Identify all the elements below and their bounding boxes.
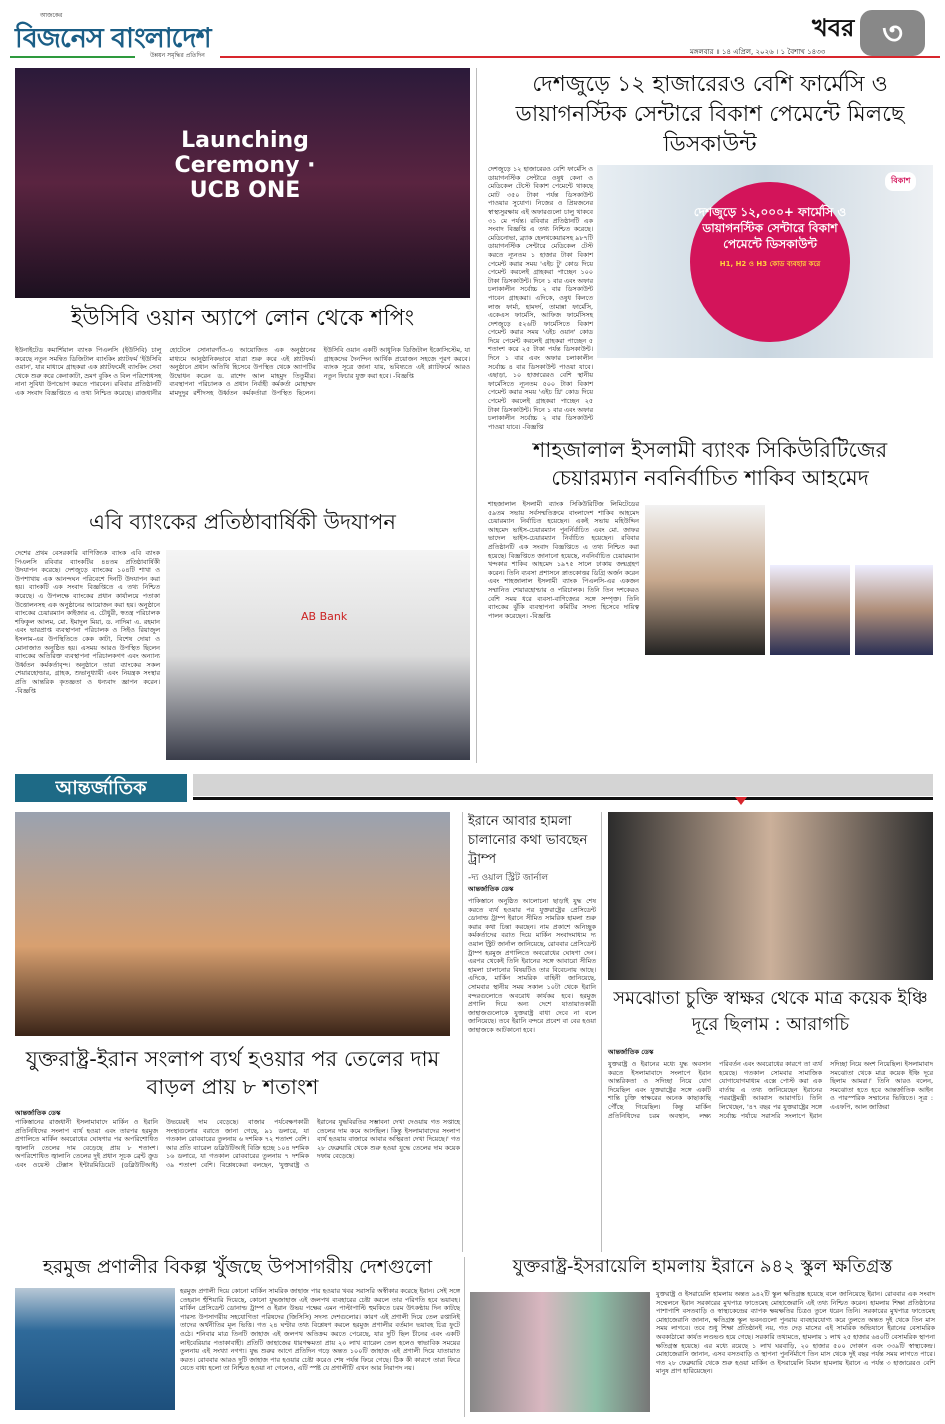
trump-source: -দ্য ওয়াল স্ট্রিট জার্নাল bbox=[468, 873, 549, 883]
bkash-ad-circle bbox=[690, 182, 850, 342]
section-bar bbox=[193, 774, 933, 796]
bkash-article-body: দেশজুড়ে ১২ হাজারেরও বেশি ফার্মেসি ও ডায়াগনস্টিক সেন্টারে ওষুধ কেনা ও মেডিকেল টেস্টে বিকাশ পেমেন্টে থাকছে মোট ৩৫০ টাকা পর্যন্ত ডিসকাউন্ট পাওয়ার সুযোগ। নিজের ও প্রিয়জনের স্বাস্থ্যসুরক্ষায় এই অফারগুলো চালু থাকবে ৩১ মে পর্যন্ত। রবিবার প্রতিষ্ঠানটি এক সংবাদ বিজ্ঞপ্তি এ তথ্য নিশ্চিত করেছে। মেডিনোভা, ব্র্যাক হেলথকেয়ারসহ ৯৮৭টি ডায়াগনস্টিক সেন্টারে মেডিকেল টেস্ট করতে ন্যূনতম ১ হাজার টাকা বিকাশ পেমেন্ট করার সময় 'এইচ টু' কোড দিয়ে পেমেন্ট করলেই গ্রাহকরা পাচ্ছেন ১০০ টাকা ডিসকাউন্ট। দিনে ১ বার এবং অফার চলাকালীন সর্বোচ্চ ২ বার ডিসকাউন্ট পাবেন গ্রাহকরা। এদিকে, ওষুধ কিনতে লাজ ফার্মা, হামদর্দ, তামান্না ফার্মেসি, একেএস ফার্মেসি, আফিজ ফার্মেসিসহ দেশজুড়ে ৫২৬টি ফার্মেসিতে বিকাশ পেমেন্ট করার সময় 'এইচ ওয়ান' কোড দিয়ে পেমেন্ট করলেই গ্রাহকরা পাচ্ছেন ৫ শতাংশ করে ২৫ টাকা পর্যন্ত ডিসকাউন্ট। দিনে ১ বার এবং অফার চলাকালীন সর্বোচ্চ ৪ বার ডিসকাউন্ট পাওয়া যাবে। এছাড়া, ১০ হাজারেরও বেশি স্থানীয় ফার্মেসিতে ন্যূনতম ৫০০ টাকা বিকাশ পেমেন্ট করার সময় 'এইচ থ্রি' কোড দিয়ে পেমেন্ট করলেই গ্রাহকরা পাচ্ছেন ২৫ টাকা ডিসকাউন্ট। দিনে ১ বার এবং অফার চলাকালীন সর্বোচ্চ ২ বার ডিসকাউন্ট পাওয়া যাবে। -বিজ্ঞপ্তি bbox=[488, 165, 593, 431]
photo-caption-text: Launching Ceremony · UCB ONE bbox=[174, 128, 316, 203]
chairman-portrait bbox=[645, 505, 765, 655]
section-title: খবর bbox=[812, 14, 855, 42]
damaged-school-photo bbox=[470, 1292, 650, 1412]
vice-chairman-portrait bbox=[770, 565, 850, 655]
ucb-headline: ইউসিবি ওয়ান অ্যাপে লোন থেকে শপিং bbox=[70, 306, 415, 331]
bkash-headline: দেশজুড়ে ১২ হাজারেরও বেশি ফার্মেসি ও ডায়াগনস্টিক সেন্টারে বিকাশ পেমেন্টে মিলছে ডিসকাউন্ট bbox=[515, 72, 905, 157]
schools-article-body: যুক্তরাষ্ট্র ও ইসরায়েলি হামলায় অন্তত ৯৪২টি স্কুল ক্ষতিগ্রস্ত হয়েছে বলে জানিয়েছে ইরান। রোববার এক সংবাদ সম্মেলনে ইরান সরকারের মুখপাত্র ফাতেমেহ মোহাজেরানি এই তথ্য নিশ্চিত করেন। হামলায় শিক্ষা প্রতিষ্ঠানের পাশাপাশি বসতবাড়ি ও স্বাস্থ্যকেন্দ্রের ব্যাপক ক্ষয়ক্ষতির চিত্রও তুলে ধরেন তিনি। সরকারের মুখপাত্র ফাতেমেহ মোহাজেরানি জানান, ক্ষতিগ্রস্ত স্কুল ভবনগুলো পুনরায় ব্যবহারযোগ্য করে তুলতে অন্তত দুই থেকে তিন মাস সময় লাগবে। তবে শুধু শিক্ষা প্রতিষ্ঠানই নয়, গত দেড় মাসের এই সামরিক অভিযানে ইরানের বেসামরিক অবকাঠামো কার্যত লণ্ডভণ্ড হয়ে গেছে। সরকারি তথ্যমতে, হামলায় ১ লাখ ২৫ হাজার ৬৪০টি বেসামরিক স্থাপনা ক্ষতিগ্রস্ত হয়েছে। এর মধ্যে রয়েছে ১ লাখ ঘরবাড়ি, ২০ হাজার ৫০০ দোকান এবং ৩৩৯টি স্বাস্থ্যকেন্দ্র। মোহাজেরানি জানান, এসব বসতবাড়ি ও স্থাপনা পুনর্নির্মাণে তিন মাস থেকে দুই বছর পর্যন্ত সময় লাগতে পারে। গত ২৮ ফেব্রুয়ারি থেকে শুরু হওয়া মার্কিন ও ইসরায়েলি বিমান হামলায় ইরানে এ পর্যন্ত ৩ হাজারেরও বেশি মানুষ প্রাণ হারিয়েছেন। bbox=[656, 1290, 935, 1376]
issue-date: মঙ্গলবার ॥ ১৪ এপ্রিল, ২০২৬ । ১ বৈশাখ ১৪৩৩ bbox=[690, 48, 826, 56]
section-marker bbox=[735, 797, 747, 805]
araghchi-photo bbox=[608, 812, 933, 980]
shahjalal-article-body: শাহজালাল ইসলামী ব্যাংক সিকিউরিটিজ লিমিটেডের ৫৯তম সভায় সর্বসম্মতিক্রমে বাংলাদেশ শাকিব আহমেদ চেয়ারম্যান নির্বাচিত হয়েছেন। একই সভায় মহিউদ্দিন আহমেদ ভাইস-চেয়ারম্যান পুনর্নির্বাচিত এবং মো. জাফর ভাদেল ভাইস-চেয়ারম্যান নির্বাচিত হয়েছেন। রবিবার প্রতিষ্ঠানটি এক সংবাদ বিজ্ঞপ্তিতে এ তথ্য নিশ্চিত করা হয়েছে। বিজ্ঞপ্তিতে জানানো হয়েছে, নবনির্বাচিত চেয়ারম্যান খন্দকার শাকিব আহমেদ ১৯৭৫ সালে ঢাকায় জন্মগ্রহণ করেন। তিনি ব্যবসা প্রশাসনে স্নাতকোত্তর ডিগ্রি অর্জন করেন এবং শাহজালাল ইসলামী ব্যাংক পিএলসি-এর একজন সম্মানিত শেয়ারহোল্ডার ও পরিচালক। তিনি তিন দশকেরও বেশি সময় ধরে ব্যবসা-বাণিজ্যের সঙ্গে সম্পৃক্ত। তিনি ব্যাংকের ঝুঁকি ব্যবস্থাপনা কমিটির সদস্য হিসেবে দায়িত্ব পালন করেছেন। -বিজ্ঞপ্তি bbox=[488, 500, 639, 620]
hormuz-headline: হরমুজ প্রণালীর বিকল্প খুঁজছে উপসাগরীয় দেশগুলো bbox=[42, 1256, 433, 1278]
ucb-launch-photo bbox=[15, 68, 470, 298]
schools-headline: যুক্তরাষ্ট্র-ইসরায়েলি হামলায় ইরানে ৯৪২ স্কুল ক্ষতিগ্রস্ত bbox=[512, 1256, 893, 1277]
oil-pumpjack-photo bbox=[15, 812, 450, 1036]
column-divider bbox=[601, 812, 602, 1252]
ad-codes: H1, H2 ও H3 কোড ব্যবহার করে bbox=[719, 260, 821, 268]
ab-anniversary-photo bbox=[166, 550, 470, 760]
oil-headline: যুক্তরাষ্ট্র-ইরান সংলাপ ব্যর্থ হওয়ার পর তেলের দাম বাড়ল প্রায় ৮ শতাংশ bbox=[25, 1047, 440, 1099]
column-divider bbox=[476, 68, 477, 763]
column-divider bbox=[462, 812, 463, 1252]
masthead-rule-green bbox=[10, 56, 135, 58]
shahjalal-headline: শাহজালাল ইসলামী ব্যাংক সিকিউরিটিজের চেয়ারম্যান নবনির্বাচিত শাকিব আহমেদ bbox=[532, 438, 888, 490]
araghchi-headline: সমঝোতা চুক্তি স্বাক্ষর থেকে মাত্র কয়েক ইঞ্চি দূরে ছিলাম : আরাগচি bbox=[613, 988, 928, 1035]
hormuz-article-body: হরমুজ প্রণালী দিয়ে কোনো মার্কিন সামরিক জাহাজ পার হওয়ার খবর সরাসরি অস্বীকার করেছে ইরান। সেই সঙ্গে তেহরান হুঁশিয়ারি দিয়েছে, কোনো যুদ্ধজাহাজ এই জলপথ ব্যবহারের চেষ্টা করলে তার পরিণতি হবে ভয়াবহ। মার্কিন প্রেসিডেন্ট ডোনাল্ড ট্রাম্প ও ইরান উভয় পক্ষের এমন পাল্টাপাল্টি হুমকিতে চরম উৎকণ্ঠায় দিন কাটছে পারস্য উপসাগরীয় সহযোগিতা পরিষদের (জিসিসি) সদস্য দেশগুলোর। কারণ এই প্রণালী দিয়ে তেল রপ্তানিই তাদের অর্থনীতির মূল ভিত্তি। গত ২৪ ঘণ্টার তথ্য বিশ্লেষণ করলে হরমুজ প্রণালীর বর্তমান ভয়াবহ চিত্র ফুটে ওঠে। শনিবার মাত্র তিনটি জাহাজ এই জলপথ অতিক্রম করতে পেরেছে, যার দুটি ছিল চীনের এবং একটি লাইবেরিয়ার পতাকাবাহী। প্রতিটি জাহাজের ধারণক্ষমতা প্রায় ২০ লাখ ব্যারেল তেল হলেও স্বাভাবিক সময়ের তুলনায় এই সংখ্যা নগণ্য। যুদ্ধ শুরুর আগে প্রতিদিন গড়ে অন্তত ১০০টি জাহাজ এই প্রণালী দিয়ে যাতায়াত করত। রোববার আরও দুটি জাহাজ পার হওয়ার চেষ্টা করেও শেষ পর্যন্ত ফিরে গেছে। ঠিক কী কারণে তারা ফিরে যেতে বাধ্য হলো তা নিশ্চিত হওয়া না গেলেও, এটি স্পষ্ট যে প্রণালীটি এখন আর নিরাপদ নয়। bbox=[180, 1287, 460, 1373]
bkash-article-continued bbox=[597, 362, 933, 418]
trump-desk: আন্তর্জাতিক ডেস্ক bbox=[468, 885, 514, 893]
column-divider bbox=[464, 1257, 465, 1417]
vice-chairman-portrait-2 bbox=[855, 565, 933, 655]
page-number: ৩ bbox=[860, 10, 925, 56]
hormuz-boat-photo bbox=[15, 1288, 175, 1410]
ad-text: দেশজুড়ে ১২,০০০+ ফার্মেসি ও ডায়াগনস্টিক সেন্টারে বিকাশ পেমেন্টে ডিসকাউন্ট bbox=[693, 205, 847, 251]
oil-desk: আন্তর্জাতিক ডেস্ক bbox=[15, 1109, 61, 1117]
masthead-rule-red bbox=[220, 56, 940, 58]
araghchi-article-body: যুক্তরাষ্ট্র ও ইরানের মধ্যে যুদ্ধ অবসান করতে ইসলামাবাদে সংলাপে ইরান আন্তরিকতা ও সদিচ্ছা নিয়ে যোগ দিয়েছিল এবং যুক্তরাষ্ট্রের সঙ্গে একটি শান্তি চুক্তি স্বাক্ষরের অনেক কাছাকাছি পৌঁছে গিয়েছিল। কিন্তু মার্কিন প্রতিনিধিদের চরম অবস্থান, লক্ষ্য পরিবর্তন এবং অবরোধের কারণে তা ব্যর্থ হয়েছে। গতকাল সোমবার সামাজিক যোগাযোগমাধ্যম এক্সে পোস্ট করা এক বার্তায় এ তথ্য জানিয়েছেন ইরানের পররাষ্ট্রমন্ত্রী আব্বাস আরাগচি। তিনি লিখেছেন, '৪৭ বছর পর যুক্তরাষ্ট্রের সঙ্গে সর্বোচ্চ পর্যায়ে সরাসরি সংলাপে ইরান সদিচ্ছা নিয়ে অংশ নিয়েছিল। ইসলামাবাদ সমঝোতা থেকে মাত্র কয়েক ইঞ্চি দূরে ছিলাম আমরা।' তিনি আরও বলেন, সমঝোতা হতে হবে আন্তর্জাতিক আইন ও পারস্পরিক সম্মানের ভিত্তিতে। সূত্র : এএফপি, আল জাজিরা bbox=[608, 1060, 933, 1120]
section-label-international: আন্তর্জাতিক bbox=[15, 774, 187, 802]
ab-article-body: দেশের প্রথম বেসরকারি বাণিজ্যিক ব্যাংক এবি ব্যাংক পিএলসি রবিবার ব্যাংকটির ৪৪তম প্রতিষ্ঠাবার্ষিকী উদযাপন করেছে। দেশজুড়ে ব্যাংকের ১০৪টি শাখা ও উপশাখায় এক আনন্দঘন পরিবেশে দিনটি উদযাপন করা হয়। ব্যাংকটি এক সংবাদ বিজ্ঞপ্তিতে এ তথ্য নিশ্চিত করেছে। এ উপলক্ষে ব্যাংকের প্রধান কার্যালয়ে পতাকা উত্তোলনসহ এক অনুষ্ঠানের আয়োজন করা হয়। অনুষ্ঠানে ব্যাংকের চেয়ারম্যান কাইজার এ. চৌধুরী, স্বতন্ত্র পরিচালক শফিকুল আলম, মো. ইমাদুল মিয়া, ড. নাদিমা এ. রহমান এবং ভারপ্রাপ্ত ব্যবস্থাপনা পরিচালক ও সিইও রিয়াজুল ইসলাম-এর উপস্থিতিতে কেক কাটা, বিশেষ দোয়া ও মোনাজাত অনুষ্ঠিত হয়। এসময় আরও উপস্থিত ছিলেন ব্যাংকের অতিরিক্ত ব্যবস্থাপনা পরিচালকগণ এবং অন্যান্য উর্ধ্বতন কর্মকর্তাবৃন্দ। অনুষ্ঠানে তারা ব্যাংকের সকল শেয়ারহোল্ডার, গ্রাহক, শুভানুধ্যায়ী এবং নিয়ন্ত্রক সংস্থার প্রতি আন্তরিক কৃতজ্ঞতা ও ধন্যবাদ জ্ঞাপন করেন। -বিজ্ঞপ্তি bbox=[15, 549, 160, 695]
trump-headline: ইরানে আবার হামলা চালানোর কথা ভাবছেন ট্রাম্প bbox=[468, 814, 588, 867]
ab-headline: এবি ব্যাংকের প্রতিষ্ঠাবার্ষিকী উদযাপন bbox=[89, 510, 396, 534]
trump-article-body: পাকিস্তানে অনুষ্ঠিত আলোচনা ছাড়াই যুদ্ধ শেষ করতে ব্যর্থ হওয়ার পর যুক্তরাষ্ট্রের প্রেসিডেন্ট ডোনাল্ড ট্রাম্প ইরানে সীমিত সামরিক হামলা শুরু করার কথা চিন্তা করছেন। নাম প্রকাশে অনিচ্ছুক কর্মকর্তাদের বরাত দিয়ে মার্কিন সংবাদমাধ্যম দ্য ওয়াল স্ট্রিট জার্নাল জানিয়েছে, রোববার প্রেসিডেন্ট ট্রাম্প হরমুজ প্রণালিতে অবরোধের ঘোষণা দেন। এরপর থেকেই তিনি ইরানের সঙ্গে আবারো সীমিত হামলা চালানোর বিষয়টিও তার বিবেচনায় আছে। এদিকে, মার্কিন সামরিক বাহিনী জানিয়েছে, সোমবার স্থানীয় সময় সকাল ১০টা থেকে ইরানি বন্দরগুলোতে অবরোধ কার্যকর হবে। হরমুজ প্রণালি দিয়ে অন্য দেশে যাতায়াতকারী জাহাজগুলোকে যুক্তরাষ্ট্র বাধা দেবে না বলে জানিয়েছে। তবে ইরানি বন্দরে প্রবেশ বা বের হওয়া জাহাজকে আটকানো হবে। bbox=[468, 897, 596, 1034]
bkash-logo: বিকাশ bbox=[885, 172, 916, 191]
logo-prefix: আজকের bbox=[40, 12, 63, 19]
tagline: উন্নয়ন সমৃদ্ধির প্রতিদিন bbox=[150, 52, 205, 59]
oil-article-body: পাকিস্তানের রাজধানী ইসলামাবাদে মার্কিন ও ইরানি প্রতিনিধিদের সংলাপ ব্যর্থ হওয়া এবং তারপর হরমুজ প্রণালিতে মার্কিন অবরোধের ঘোষণার পর অপরিশোধিত জ্বালানি তেলের দাম বেড়েছে প্রায় ৮ শতাংশ। অপরিশোধিত জ্বালানি তেলের দুই প্রধান সূচক ব্রেন্ট ক্রুড এবং ওয়েস্ট টেক্সাস ইন্টারমিডিয়েট (ডব্লিউটিআই) উভয়েরই দাম বেড়েছে। বাজার পর্যবেক্ষণকারী সংস্থাগুলোর বরাতে জানা গেছে, ৯১ ডলারে, যা গতকাল রোববারের তুলনায় ৬ দশমিক ৭২ শতাংশ বেশি। আর প্রতি ব্যারেল ডব্লিউটিআই বিক্রি হচ্ছে ১০৪ দশমিক ১৬ ডলারে, যা গতকাল রোববারের তুলনায় ৭ দশমিক ৩৯ শতাংশ বেশি। বিশ্লেষকেরা বলছেন, 'যুক্তরাষ্ট্র ও ইরানের যুদ্ধবিরতির সম্ভাবনা দেখা দেওয়ায় গত সপ্তাহে তেলের দাম কমে আসছিল। কিন্তু ইসলামাবাদের সংলাপ ব্যর্থ হওয়ায় বাজারে আবার অস্থিরতা দেখা দিয়েছে।' গত ২৮ ফেব্রুয়ারি থেকে শুরু হওয়া যুদ্ধে তেলের দাম কয়েক দফায় বেড়েছে। bbox=[15, 1118, 460, 1169]
araghchi-desk: আন্তর্জাতিক ডেস্ক bbox=[608, 1048, 654, 1056]
section-rule bbox=[193, 797, 933, 800]
ab-bank-sign: AB Bank bbox=[301, 610, 348, 623]
ucb-article-body: ইউনাইটেড কমার্শিয়াল ব্যাংক পিএলসি (ইউসিবি) চালু করেছে নতুন সমন্বিত ডিজিটাল ব্যাংকিং প্ল্যাটফর্ম 'ইউসিবি ওয়ান', যার মাধ্যমে গ্রাহকরা এক প্ল্যাটফর্মেই ব্যাংকিং সেবা থেকে শুরু করে কেনাকাটা, ভ্রমণ বুকিং ও বিল পরিশোধসহ নানা সুবিধা উপভোগ করতে পারবেন। রবিবার প্রতিষ্ঠানটি এক সংবাদ বিজ্ঞপ্তিতে এ তথ্য নিশ্চিত করেছে। রাজধানীর হোটেলে সোনারগাঁও-এ আয়োজিত এক অনুষ্ঠানের মাধ্যমে আনুষ্ঠানিকভাবে যাত্রা শুরু করে এই প্ল্যাটফর্ম। অনুষ্ঠানে প্রধান অতিথি হিসেবে উপস্থিত থেকে অ্যাপটির উদ্বোধন করেন ড. রাশেদ আল মাহমুদ তিতুমীর। ব্যবস্থাপনা পরিচালক ও প্রধান নির্বাহী কর্মকর্তা মোহাম্মদ মামদুদুর রশীদসহ উর্ধ্বতন কর্মকর্তারা উপস্থিত ছিলেন। ইউসিবি ওয়ান একটি আধুনিক ডিজিটাল ইকোসিস্টেম, যা গ্রাহকদের দৈনন্দিন আর্থিক প্রয়োজন সহজে পূরণ করবে। ব্যাংক সূত্রে জানা যায়, ভবিষ্যতে এই প্ল্যাটফর্মে আরও নতুন ফিচার যুক্ত করা হবে। -বিজ্ঞপ্তি bbox=[15, 346, 470, 397]
newspaper-logo: বিজনেস বাংলাদেশ bbox=[15, 23, 211, 54]
